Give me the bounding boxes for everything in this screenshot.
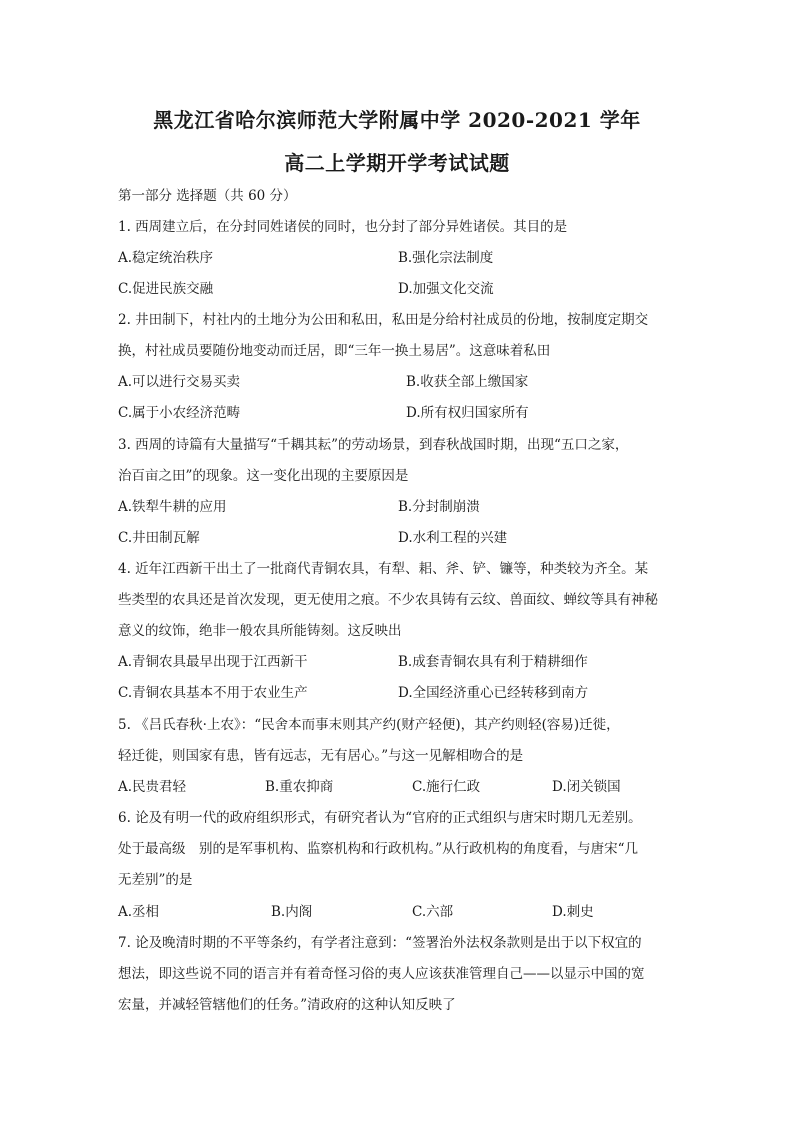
question-6-option-b: B.内阁	[271, 904, 313, 920]
question-3-option-a: A.铁犁牛耕的应用	[118, 499, 227, 515]
question-5-option-a: A.民贵君轻	[118, 779, 187, 795]
question-5-line-2: 轻迁徙，则国家有患，皆有远志，无有居心。”与这一见解相吻合的是	[118, 748, 524, 764]
question-2-option-b: B.收获全部上缴国家	[406, 374, 529, 390]
question-6-line-3: 无差别”的是	[118, 872, 193, 888]
question-7-line-3: 宏量，并减轻管辖他们的任务。”清政府的这种认知反映了	[118, 997, 456, 1013]
question-5-option-c: C.施行仁政	[412, 779, 481, 795]
question-4-option-c: C.青铜农具基本不用于农业生产	[118, 685, 308, 701]
question-7-line-2: 想法，即这些说不同的语言并有着奇怪习俗的夷人应该获准管理自己——以显示中国的宽	[118, 966, 645, 982]
question-4-option-a: A.青铜农具最早出现于江西新干	[118, 654, 308, 670]
question-2-line-1: 2. 井田制下，村社内的土地分为公田和私田，私田是分给村社成员的份地，按制度定期交	[118, 312, 649, 328]
question-2-option-d: D.所有权归国家所有	[406, 405, 529, 421]
exam-title-line1: 黑龙江省哈尔滨师范大学附属中学 2020-2021 学年	[153, 108, 641, 132]
question-2-option-a: A.可以进行交易买卖	[118, 374, 241, 390]
question-4-option-b: B.成套青铜农具有利于精耕细作	[398, 654, 588, 670]
question-6-line-2: 处于最高级 别的是军事机构、监察机构和行政机构。”从行政机构的角度看，与唐宋“几	[118, 841, 639, 857]
question-3-line-1: 3. 西周的诗篇有大量描写“千耦其耘”的劳动场景，到春秋战国时期，出现“五口之家，	[118, 437, 629, 453]
question-1-option-c: C.促进民族交融	[118, 281, 214, 297]
question-4-line-2: 些类型的农具还是首次发现，更无使用之痕。不少农具铸有云纹、兽面纹、蝉纹等具有神秘	[118, 592, 658, 608]
question-1-line-1: 1. 西周建立后，在分封同姓诸侯的同时，也分封了部分异姓诸侯。其目的是	[118, 219, 568, 235]
question-5-line-1: 5. 《吕氏春秋·上农》：“民舍本而事末则其产约(财产轻便)，其产约则轻(容易)迁徙，	[118, 717, 620, 733]
question-2-option-c: C.属于小农经济范畴	[118, 405, 241, 421]
exam-title-line2: 高二上学期开学考试试题	[284, 151, 510, 175]
question-6-option-c: C.六部	[412, 904, 454, 920]
question-4-line-1: 4. 近年江西新干出土了一批商代青铜农具，有犁、耜、斧、铲、镰等，种类较为齐全。某	[118, 561, 649, 577]
question-1-option-a: A.稳定统治秩序	[118, 250, 214, 266]
question-4-line-3: 意义的纹饰，绝非一般农具所能铸刻。这反映出	[118, 623, 402, 639]
question-3-option-d: D.水利工程的兴建	[398, 530, 508, 546]
question-1-option-d: D.加强文化交流	[398, 281, 494, 297]
question-4-option-d: D.全国经济重心已经转移到南方	[398, 685, 589, 701]
question-6-option-a: A.丞相	[118, 904, 160, 920]
question-3-option-c: C.井田制瓦解	[118, 530, 200, 546]
section-label: 第一部分 选择题（共 60 分）	[118, 188, 297, 204]
question-5-option-d: D.闭关锁国	[552, 779, 621, 795]
question-7-line-1: 7. 论及晚清时期的不平等条约，有学者注意到：“签署治外法权条款则是出于以下权宜的	[118, 935, 642, 951]
question-2-line-2: 换，村社成员要随份地变动而迁居，即“三年一换土易居”。这意味着私田	[118, 343, 551, 359]
question-1-option-b: B.强化宗法制度	[398, 250, 494, 266]
question-5-option-b: B.重农抑商	[265, 779, 334, 795]
question-3-option-b: B.分封制崩溃	[398, 499, 480, 515]
question-6-line-1: 6. 论及有明一代的政府组织形式，有研究者认为“官府的正式组织与唐宋时期几无差别。	[118, 810, 642, 826]
question-6-option-d: D.刺史	[552, 904, 594, 920]
question-3-line-2: 治百亩之田”的现象。这一变化出现的主要原因是	[118, 468, 409, 484]
